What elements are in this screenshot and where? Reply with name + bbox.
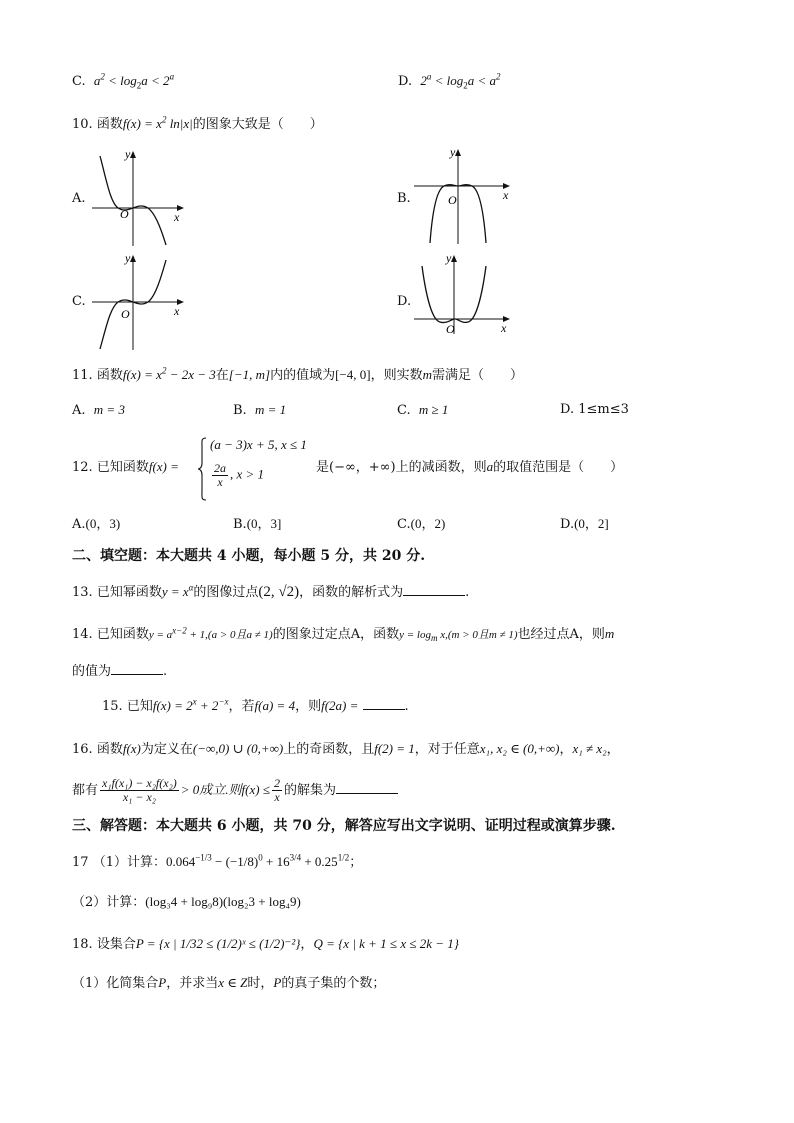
q14-func1: $y = a^{x-2} + 1,(a > 0$且a ≠ 1) <box>148 625 273 641</box>
q12-piece-2: $\frac{2a}{x}$ , x > 1 <box>214 461 265 489</box>
q12-option-c: C.(0，2) <box>397 516 446 532</box>
q10-d-x-label: x <box>501 321 507 335</box>
q12-option-a: A.(0，3) <box>72 516 121 532</box>
q16-fraction: $\frac{\text{x₁f(x₁) − x₂f(x₂)}}{\text{x₁ − x₂}}$ <box>102 776 177 804</box>
q13-func: $y = x^\alpha$ <box>161 582 194 599</box>
q15-blank <box>363 697 405 710</box>
q15-func: $f(x) = 2^x + 2^{-x}$ <box>152 696 229 713</box>
q12-option-b: B.(0，3] <box>233 516 282 532</box>
q10-c-y-label: y <box>125 252 131 265</box>
q10-c-origin: O <box>121 307 130 321</box>
q12-stem-tail: 是(−∞，+∞)上的减函数，则a的取值范围是（ ） <box>316 459 624 475</box>
q9-option-d-math: $2^a < \log_2a < a^2$ <box>420 71 501 91</box>
section-3-heading: 三、解答题：本大题共 6 小题，共 70 分，解答应写出文字说明、证明过程或演算步骤. <box>72 818 616 834</box>
q17-part-1-expr: $0.064^{-1/3} - (-1/8)^0 + 16^{3/4} + 0.25^{1/2}$ <box>165 852 350 869</box>
q14-blank <box>111 662 163 675</box>
q9-option-c-math: $a^2 < \log_2a < 2^a$ <box>93 71 175 91</box>
q13-stem: 13. 已知幂函数$y = x^\alpha$的图像过点(2, √2)，函数的解析式为 . <box>72 582 470 600</box>
q11-stem: 11. 函数$f(x) = x^2 - 2x - 3$在[−1, m]内的值域为[−4, 0]，则实数m需满足（ ） <box>72 365 523 383</box>
q10-label-b: B. <box>397 191 411 206</box>
q13-blank <box>403 583 465 596</box>
q10-label-c: C. <box>72 294 86 309</box>
section-2-heading: 二、填空题：本大题共 4 小题，每小题 5 分，共 20 分. <box>72 548 426 564</box>
q9-option-c: C. $a^2 < \log_2a < 2^a$ <box>72 71 175 91</box>
q12-brace <box>197 437 207 501</box>
q18-part-1: （1）化简集合P，并求当x ∈ Z时，P的真子集的个数； <box>72 975 386 991</box>
q10-graph-c <box>88 252 193 352</box>
q12-piece-2-frac: $\frac{2a}{x}$ <box>214 461 226 489</box>
q17-part-2: （2）计算：(log₃4 + log₉8)(log₂3 + log₄9) <box>72 894 301 910</box>
q10-func: $f(x) = x^2$ ln|x| <box>122 114 193 131</box>
q10-stem: 10. 函数$f(x) = x^2$ ln|x|的图象大致是（ ） <box>72 114 323 132</box>
q10-a-origin: O <box>120 207 129 221</box>
q11-option-c: C. m ≥ 1 <box>397 402 449 418</box>
q10-d-origin: O <box>446 322 455 336</box>
q10-b-origin: O <box>448 193 457 207</box>
q11-option-d: D. 1≤m≤3 <box>560 402 629 417</box>
q14-func2: $y = \log_m x,(m > 0$且m ≠ 1) <box>399 629 518 644</box>
q10-label-a: A. <box>72 191 86 206</box>
q10-label-d: D. <box>397 294 412 309</box>
q10-b-y-label: y <box>450 146 456 159</box>
q11-func: $f(x) = x^2 - 2x - 3$ <box>122 365 216 382</box>
q10-a-x-label: x <box>174 210 180 224</box>
q16-line-2: 都有 $\frac{\text{x₁f(x₁) − x₂f(x₂)}}{\text{x₁ − x₂}}$ > 0成立.则f(x) ≤ $\frac{2}{x}$ 的解集为 <box>72 777 398 804</box>
q12-stem-lead: 12. 已知函数f(x) = <box>72 459 179 475</box>
q10-b-x-label: x <box>503 188 509 202</box>
q10-graph-d <box>410 252 518 336</box>
q10-d-y-label: y <box>446 252 452 265</box>
q15-stem: 15. 已知$f(x) = 2^x + 2^{-x}$，若f(a) = 4，则f(2a) = . <box>102 696 409 714</box>
q16-ineq-fraction: $\frac{2}{x}$ <box>273 776 280 804</box>
q14-stem: 14. 已知函数$y = a^{x-2} + 1,(a > 0$且a ≠ 1)的图象过定点A，函数$y = \log_m x,(m > 0$且m ≠ 1)也经过点A，则m <box>72 625 615 644</box>
q10-graph-b <box>410 146 518 246</box>
q10-c-x-label: x <box>174 304 180 318</box>
q16-stem: 16. 函数f(x)为定义在(−∞,0) ∪ (0,+∞)上的奇函数，且f(2) = 1，对于任意x₁, x₂ ∈ (0,+∞)，x₁ ≠ x₂， <box>72 741 620 757</box>
q10-graph-a <box>88 148 193 248</box>
q12-option-d: D.(0，2] <box>560 516 609 532</box>
q11-option-a: A. m = 3 <box>72 402 125 418</box>
q12-piece-1: (a − 3)x + 5, x ≤ 1 <box>210 437 307 452</box>
q18-stem: 18. 设集合P = {x | 1/32 ≤ (1/2)ˣ ≤ (1/2)⁻²}，Q = {x | k + 1 ≤ x ≤ 2k − 1} <box>72 936 459 952</box>
q11-option-b: B. m = 1 <box>233 402 287 418</box>
q9-option-d: D. $2^a < \log_2a < a^2$ <box>398 71 501 91</box>
q14-line-2: 的值为 . <box>72 664 168 679</box>
q16-blank <box>336 781 398 794</box>
q10-a-y-label: y <box>125 148 131 161</box>
q17-part-1: 17 （1）计算：$0.064^{-1/3} - (-1/8)^0 + 16^{3/4} + 0.25^{1/2}$； <box>72 852 363 870</box>
